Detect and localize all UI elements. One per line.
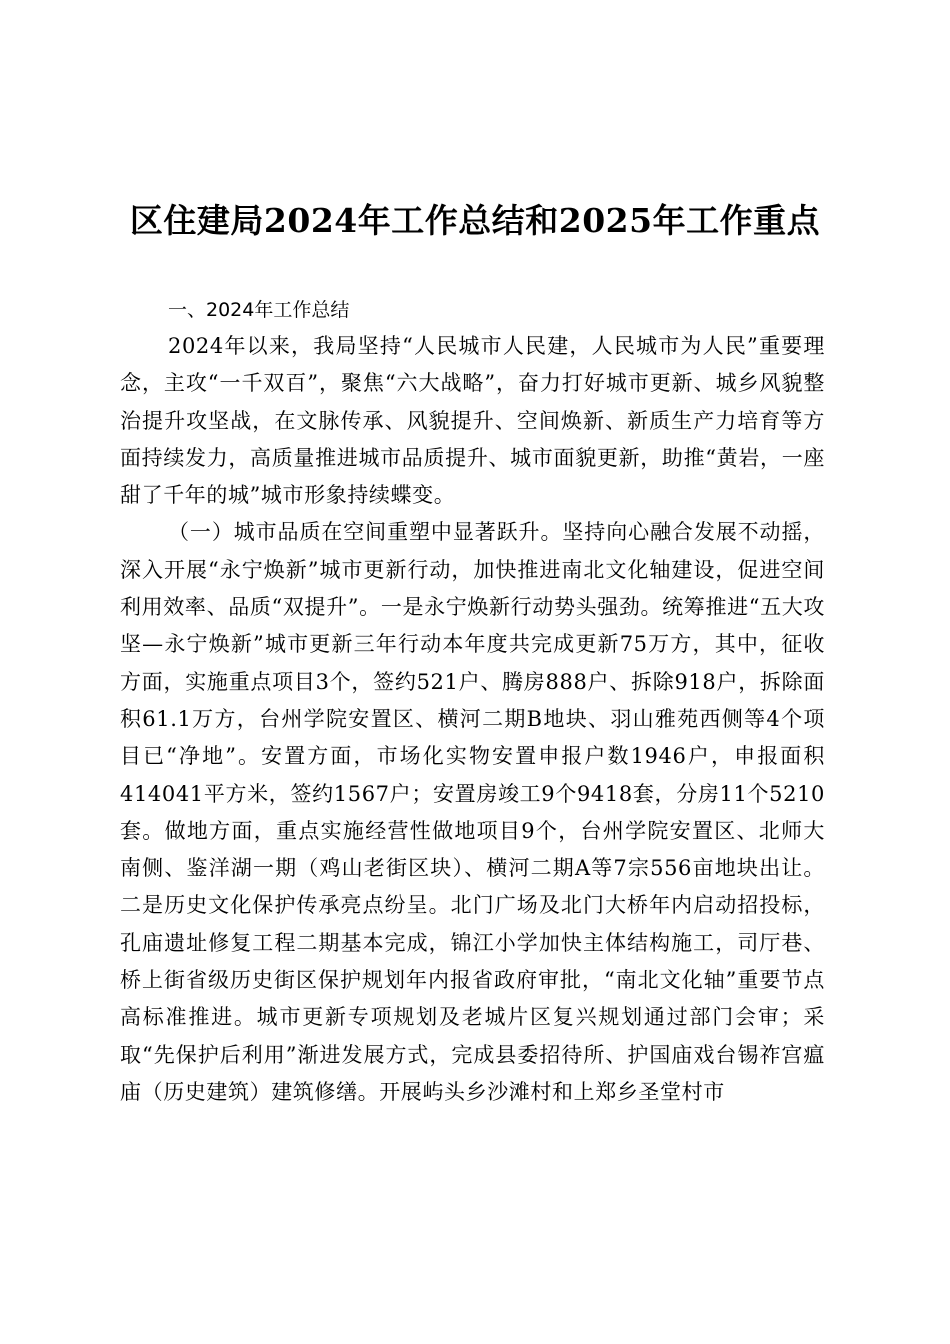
subsection-paragraph (120, 514, 825, 1111)
document-title: 区住建局2024年工作总结和2025年工作重点 (129, 201, 821, 240)
section-heading: 一、2024年工作总结 (168, 299, 350, 321)
subsection-heading: （一）城市品质在空间重塑中显著跃升。 (168, 520, 563, 545)
subsection-body: 坚持向心融合发展不动摇，深入开展“永宁焕新”城市更新行动，加快推进南北文化轴建设，促进空间利用效率、品质“双提升”。一是永宁焕新行动势头强劲。统筹推进“五大攻坚—永宁焕新”城市更新三年行动本年度共完成更新75万方，其中，征收方面，实施重点项目3个，签约521户、腾房888户、拆除918户，拆除面积61.1万方，台州学院安置区、横河二期B地块、羽山雅苑西侧等4个项目已“净地”。安置方面，市场化实物安置申报户数1946户，申报面积414041平方米，签约1567户；安置房竣工9个9418套，分房11个5210套。做地方面，重点实施经营性做地项目9个，台州学院安置区、北师大南侧、鉴洋湖一期（鸡山老街区块）、横河二期A等7宗556亩地块出让。二是历史文化保护传承亮点纷呈。北门广场及北门大桥年内启动招投标，孔庙遗址修复工程二期基本完成，锦江小学加快主体结构施工，司厅巷、桥上街省级历史街区保护规划年内报省政府审批，“南北文化轴”重要节点高标准推进。城市更新专项规划及老城片区复兴规划通过部门会审；采取“先保护后利用”渐进发展方式，完成县委招待所、护国庙戏台锡祚宫瘟庙（历史建筑）建筑修缮。开展屿头乡沙滩村和上郑乡圣堂村市 (120, 520, 825, 1104)
intro-paragraph: 2024年以来，我局坚持“人民城市人民建，人民城市为人民”重要理念，主攻“一千双百”，聚焦“六大战略”，奋力打好城市更新、城乡风貌整治提升攻坚战，在文脉传承、风貌提升、空间焕新、新质生产力培育等方面持续发力，高质量推进城市品质提升、城市面貌更新，助推“黄岩，一座甜了千年的城”城市形象持续蝶变。 (120, 334, 825, 508)
document-body (120, 295, 825, 1111)
